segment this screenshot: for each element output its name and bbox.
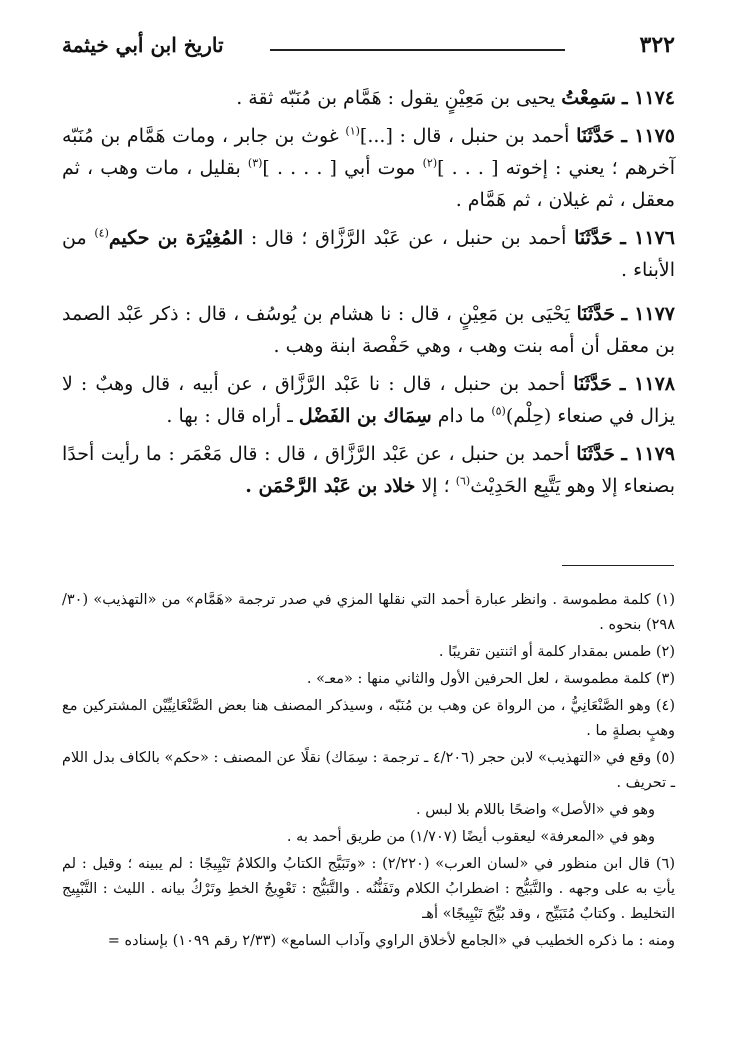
footnote-text: كلمة مطموسة . وانظر عبارة أحمد التي نقلها المزي في صدر ترجمة «هَمَّام» من «التهذيب» (٣٠/ ٢٩٨) بنحوه .	[62, 592, 675, 633]
entry-number: ١١٧٥ ـ	[621, 125, 676, 147]
footnote-5	[62, 746, 675, 796]
footnotes	[62, 588, 675, 956]
entry-number: ١١٧٦ ـ	[620, 227, 675, 249]
footnote-ref[interactable]: (٥)	[491, 404, 506, 418]
footnote-text: وهو الصَّنْعَانِيُّ ، من الرواة عن وهب بن مُنَبّه ، وسيذكر المصنف هنا بعض الصَّنْعَانِيِّيْن المشتركين مع وهبٍ بصلةٍ ما .	[62, 698, 675, 739]
narrator-name: المُغِيْرَة بن حكيم	[108, 227, 244, 249]
entry-lead: حَدَّثَنَا	[576, 125, 615, 147]
footnote-number: (٣)	[655, 671, 675, 687]
page-number: ٣٢٢	[639, 32, 675, 58]
footnote-4	[62, 694, 675, 744]
footnote-ref[interactable]: (٢)	[422, 156, 438, 170]
entry-1175	[62, 120, 675, 216]
entry-lead: حَدَّثَنَا	[573, 373, 612, 395]
footnote-1	[62, 588, 675, 638]
footnote-ref[interactable]: (٦)	[455, 474, 471, 488]
entry-text: غوث بن جابر ، ومات هَمَّام بن مُنَبّه آخرهم ؛ يعني : إخوته [ . . . ]	[62, 125, 676, 179]
entry-1174	[62, 82, 675, 114]
footnote-3	[62, 667, 675, 692]
entry-text: يحيى بن مَعِيْنٍ يقول : هَمَّام بن مُنَبّه ثقة .	[236, 87, 556, 109]
entry-text: من الأبناء .	[62, 227, 675, 281]
footnote-number: (٦)	[655, 856, 675, 872]
entry-number: ١١٧٤ ـ	[621, 87, 675, 109]
entry-lead: حَدَّثَنَا	[574, 227, 613, 249]
narrator-name: خلاد بن عَبْد الرَّحْمَن .	[245, 475, 416, 497]
entry-text: يَحْيَى بن مَعِيْنٍ ، قال : نا هشام بن يُوسُف ، قال : ذكر عَبْد الصمد بن معقل أن أمه بنت وهب ، وهي حَفْصة ابنة وهب .	[62, 303, 675, 357]
footnote-text: قال ابن منظور في «لسان العرب» (٢/٢٢٠) : «وتَبَيَّج الكتابُ والكلامُ تَبْيِيجًا : لم يبينه ؛ وقيل : لم يأتِ به على وجهه . والتَّبَيُّج : اضطرابُ الكلام وتَفَنُّنُه . والتَّبَيُّج : تَعْوِيجُ الخطِ وتَرْكُ بيانه . الليث : التَّبْيِيج التخليط . وكتابٌ مُتَبَيِّج ، وقد بُيِّجَ تَبْيِيجًا» أهـ	[62, 856, 675, 922]
footnote-ref[interactable]: (١)	[345, 124, 360, 138]
footnote-6-continuation: ومنه : ما ذكره الخطيب في «الجامع لأخلاق الراوي وآداب السامع» (٢/٣٣ رقم ١٠٩٩) بإسناده =	[107, 933, 675, 949]
entry-1177	[62, 298, 675, 362]
entry-text: أحمد بن حنبل ، قال : نا عَبْد الرَّزَّاق ، عن أبيه ، قال وهبٌ : لا يزال في صنعاء (حِلْم)	[62, 373, 675, 427]
entry-number: ١١٧٩ ـ	[621, 443, 675, 465]
footnote-number: (٤)	[655, 698, 676, 714]
footnote-5-note: وهو في «الأصل» واضحًا باللام بلا لبس .	[416, 802, 655, 818]
footnote-text: وقع في «التهذيب» لابن حجر (٤/٢٠٦ ـ ترجمة : سِمَاك) نقلًا عن المصنف : «حكم» بالكاف بدل اللام ـ تحريف .	[62, 750, 675, 791]
entry-lead: حَدَّثَنَا	[576, 443, 615, 465]
footnote-5-note: وهو في «المعرفة» ليعقوب أيضًا (١/٧٠٧) من طريق أحمد به .	[286, 829, 655, 845]
entry-1179	[62, 438, 675, 502]
footnote-ref[interactable]: (٤)	[94, 226, 109, 240]
footnote-2	[62, 640, 675, 665]
footnote-number: (٢)	[655, 644, 675, 660]
entry-number: ١١٧٨ ـ	[619, 373, 675, 395]
entry-text: ما دام	[437, 405, 486, 427]
footnote-separator	[562, 565, 674, 566]
entry-text: ـ أراه قال : بها .	[166, 405, 293, 427]
entry-text: ؛ إلا	[421, 475, 450, 497]
footnote-number: (٥)	[655, 750, 676, 766]
footnote-6	[62, 852, 675, 927]
entry-text: أحمد بن حنبل ، عن عَبْد الرَّزَّاق ؛ قال :	[250, 227, 567, 249]
entry-text: موت أبي [ . . . . ]	[262, 157, 416, 179]
footnote-text: كلمة مطموسة ، لعل الحرفين الأول والثاني منها : «معـ» .	[306, 671, 652, 687]
entry-lead: حَدَّثَنَا	[576, 303, 616, 325]
footnote-text: طمس بمقدار كلمة أو اثنتين تقريبًا .	[438, 644, 652, 660]
running-title: تاريخ ابن أبي خيثمة	[62, 33, 224, 57]
page-header	[62, 32, 675, 62]
footnote-ref[interactable]: (٣)	[247, 156, 263, 170]
entry-text: أحمد بن حنبل ، عن عَبْد الرَّزَّاق ، قال : قال مَعْمَر : ما رأيت أحدًا بصنعاء إلا وهو يَتَّبِع الحَدِيْث	[62, 443, 675, 497]
entry-number: ١١٧٧ ـ	[621, 303, 676, 325]
footnote-number: (١)	[655, 592, 675, 608]
entry-1176	[62, 222, 675, 286]
main-text	[62, 82, 675, 508]
header-rule	[270, 49, 565, 51]
entry-text: أحمد بن حنبل ، قال : [...]	[359, 125, 570, 147]
entry-text: بقليل ، مات وهب ، ثم معقل ، ثم غيلان ، ثم هَمَّام .	[62, 157, 675, 211]
entry-lead: سَمِعْتُ	[561, 87, 616, 109]
narrator-name: سِمَاك بن الفَضْل	[298, 405, 432, 427]
entry-1178	[62, 368, 675, 432]
